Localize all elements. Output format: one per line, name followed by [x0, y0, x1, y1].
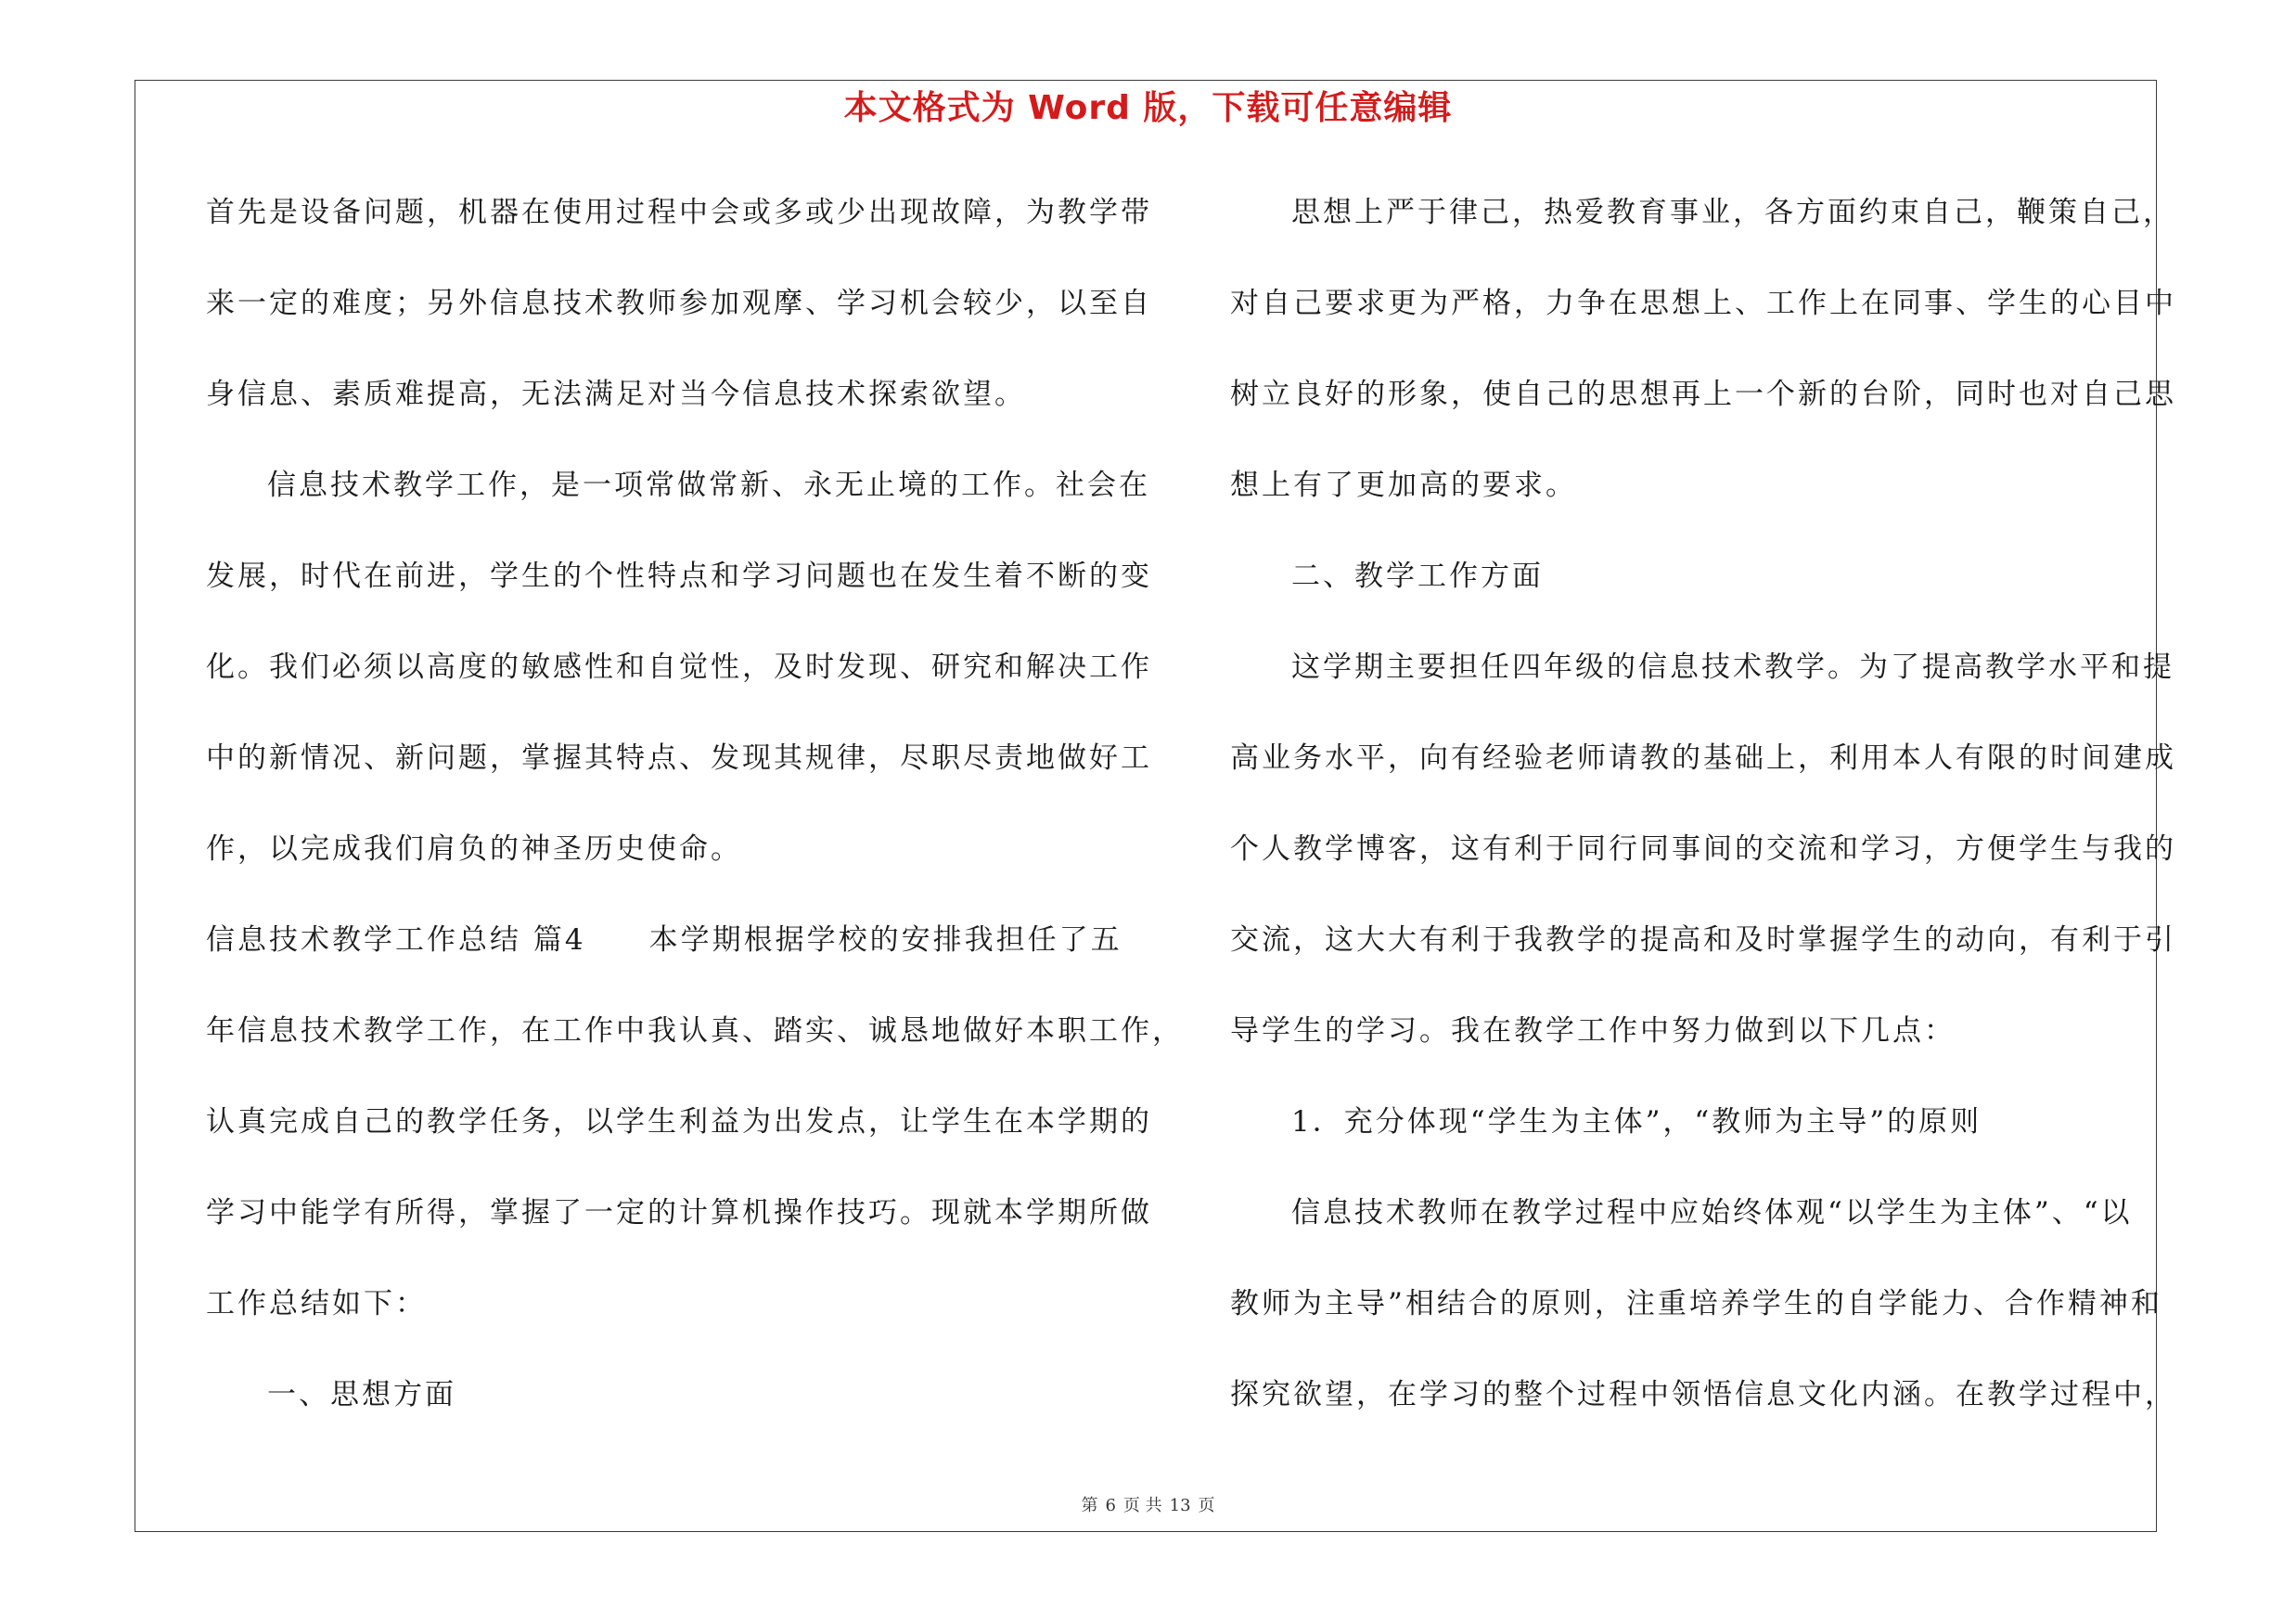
- text-line: 这学期主要担任四年级的信息技术教学。为了提高教学水平和提: [1291, 650, 2174, 684]
- text-line: 首先是设备问题，机器在使用过程中会或多或少出现故障，为教学带: [206, 196, 1152, 229]
- text-line: 思想上严于律己，热爱教育事业，各方面约束自己，鞭策自己，: [1291, 196, 2174, 229]
- left-column: [206, 182, 1184, 1455]
- text-line: 信息技术教学工作，是一项常做常新、永无止境的工作。社会在: [267, 469, 1150, 502]
- footer-page-number: 6: [1105, 1496, 1116, 1515]
- text-line: 化。我们必须以高度的敏感性和自觉性，及时发现、研究和解决工作: [206, 650, 1152, 684]
- text-line: 一、思想方面: [267, 1378, 456, 1411]
- text-line: 学习中能学有所得，掌握了一定的计算机操作技巧。现就本学期所做: [206, 1196, 1152, 1230]
- right-column: [1230, 182, 2176, 1455]
- footer-suffix: 页: [1198, 1496, 1215, 1515]
- text-line: 交流，这大大有利于我教学的提高和及时掌握学生的动向，有利于引: [1230, 923, 2176, 957]
- text-line: 导学生的学习。我在教学工作中努力做到以下几点：: [1230, 1014, 1956, 1048]
- text-line: 教师为主导”相结合的原则，注重培养学生的自学能力、合作精神和: [1230, 1287, 2162, 1320]
- text-line: 身信息、素质难提高，无法满足对当今信息技术探索欲望。: [206, 378, 1026, 411]
- text-line: 探究欲望，在学习的整个过程中领悟信息文化内涵。在教学过程中，: [1230, 1378, 2176, 1411]
- text-line: 二、教学工作方面: [1291, 560, 1544, 593]
- text-line: 树立良好的形象，使自己的思想再上一个新的台阶，同时也对自己思: [1230, 378, 2176, 411]
- footer-total-pages: 13: [1169, 1496, 1191, 1515]
- text-line: 作，以完成我们肩负的神圣历史使命。: [206, 832, 742, 866]
- text-line: 工作总结如下：: [206, 1287, 427, 1320]
- document-header: 本文格式为 Word 版，下载可任意编辑: [843, 89, 1453, 127]
- text-line: 年信息技术教学工作，在工作中我认真、踏实、诚恳地做好本职工作，: [206, 1014, 1184, 1048]
- text-line: 信息技术教师在教学过程中应始终体观“以学生为主体”、“以: [1291, 1196, 2133, 1230]
- text-line: 信息技术教学工作总结 篇4 本学期根据学校的安排我担任了五: [206, 923, 1122, 957]
- text-line: 想上有了更加高的要求。: [1230, 469, 1577, 502]
- text-line: 个人教学博客，这有利于同行同事间的交流和学习，方便学生与我的: [1230, 832, 2176, 866]
- text-line: 认真完成自己的教学任务，以学生利益为出发点，让学生在本学期的: [206, 1105, 1152, 1139]
- page-footer: [0, 1492, 2296, 1516]
- footer-mid: 页 共: [1122, 1496, 1162, 1515]
- text-line: 发展，时代在前进，学生的个性特点和学习问题也在发生着不断的变: [206, 560, 1152, 593]
- text-line: 来一定的难度；另外信息技术教师参加观摩、学习机会较少，以至自: [206, 287, 1152, 320]
- text-line: 1．充分体现“学生为主体”，“教师为主导”的原则: [1291, 1105, 1982, 1139]
- text-line: 高业务水平，向有经验老师请教的基础上，利用本人有限的时间建成: [1230, 741, 2176, 775]
- text-line: 对自己要求更为严格，力争在思想上、工作上在同事、学生的心目中: [1230, 287, 2176, 320]
- footer-prefix: 第: [1081, 1496, 1098, 1515]
- text-line: 中的新情况、新问题，掌握其特点、发现其规律，尽职尽责地做好工: [206, 741, 1152, 775]
